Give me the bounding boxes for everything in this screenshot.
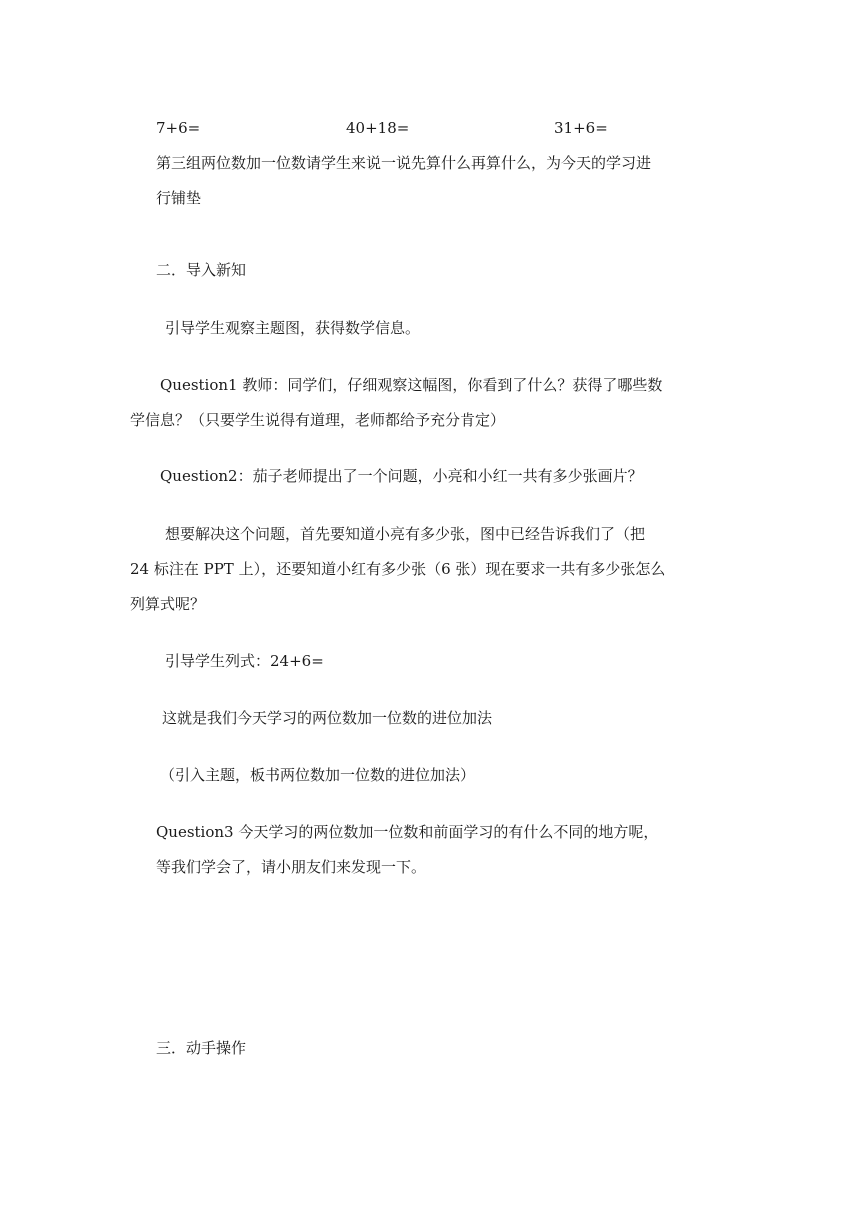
section-heading-3: 三．动手操作: [156, 1039, 247, 1057]
paragraph-observe: 引导学生观察主题图，获得数学信息。: [165, 319, 421, 337]
warmup-note-line-2: 行铺垫: [156, 189, 202, 207]
paragraph-solve-line-3: 列算式呢？: [130, 595, 206, 613]
paragraph-solve-line-1: 想要解决这个问题，首先要知道小亮有多少张，图中已经告诉我们了（把: [165, 525, 646, 543]
paragraph-equation: 引导学生列式：24+6=: [165, 652, 324, 670]
question-3-line-2: 等我们学会了，请小朋友们来发现一下。: [156, 858, 427, 876]
question-2: Question2：茄子老师提出了一个问题，小亮和小红一共有多少张画片？: [160, 467, 643, 485]
question-1-line-1: Question1 教师：同学们，仔细观察这幅图，你看到了什么？获得了哪些数: [160, 376, 663, 394]
paragraph-topic: 这就是我们今天学习的两位数加一位数的进位加法: [162, 709, 493, 727]
warmup-note-line-1: 第三组两位数加一位数请学生来说一说先算什么再算什么，为今天的学习进: [156, 154, 652, 172]
section-heading-2: 二．导入新知: [156, 261, 247, 279]
paragraph-solve-line-2: 24 标注在 PPT 上），还要知道小红有多少张（6 张）现在要求一共有多少张怎么: [130, 560, 666, 578]
expression-1: 7+6=: [156, 119, 201, 137]
question-1-line-2: 学信息？（只要学生说得有道理，老师都给予充分肯定）: [130, 411, 506, 429]
question-3-line-1: Question3 今天学习的两位数加一位数和前面学习的有什么不同的地方呢，: [156, 823, 659, 841]
expression-2: 40+18=: [346, 119, 410, 137]
paragraph-board-note: （引入主题，板书两位数加一位数的进位加法）: [160, 766, 476, 784]
expression-3: 31+6=: [554, 119, 608, 137]
